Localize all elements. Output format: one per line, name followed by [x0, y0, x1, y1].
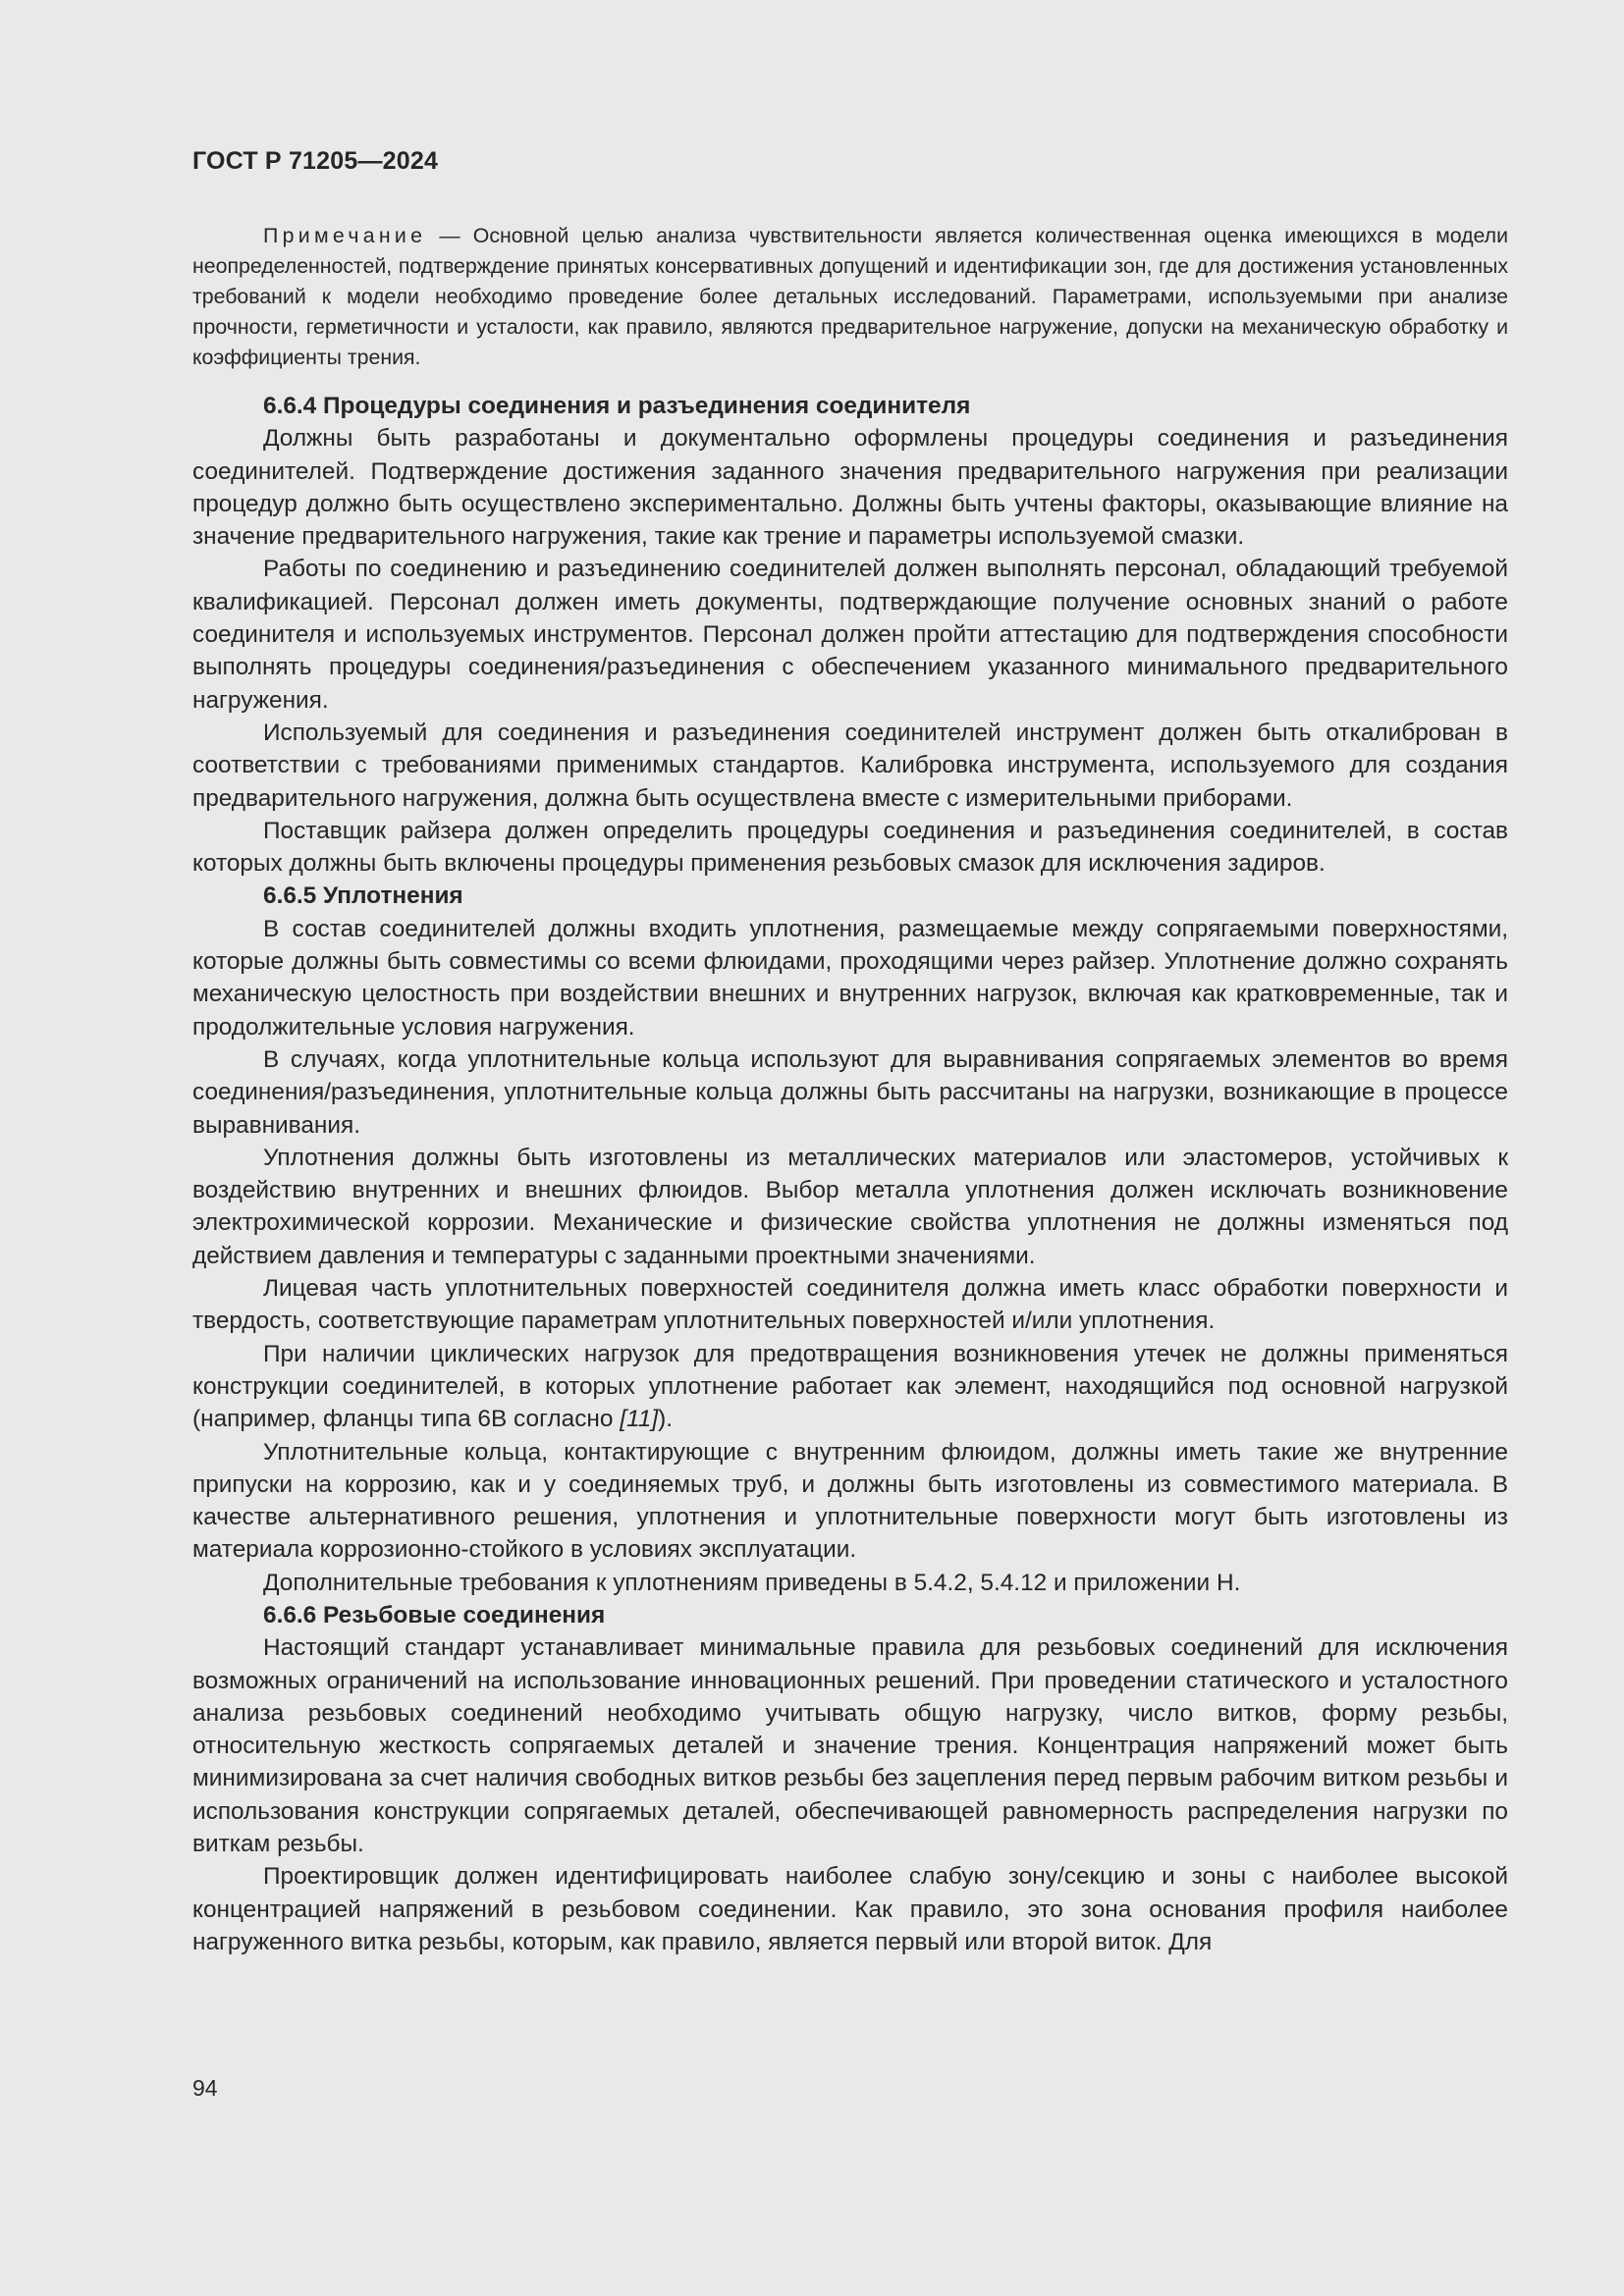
paragraph: Лицевая часть уплотнительных поверхностей соединителя должна иметь класс обработки поверхности и твердость, соответствующие параметрам уплотнительных поверхностей и/или уплотнения. [192, 1275, 1508, 1335]
section-heading-6-6-4: 6.6.4 Процедуры соединения и разъединения соединителя [263, 393, 971, 419]
paragraph: Используемый для соединения и разъединения соединителей инструмент должен быть откалиброван в соответствии с требованиями применимых стандартов. Калибровка инструмента, используемого для создания предварительного нагружения, должна быть осуществлена вместе с измерительными приборами. [192, 719, 1508, 812]
paragraph: Дополнительные требования к уплотнениям приведены в 5.4.2, 5.4.12 и приложении Н. [263, 1569, 1241, 1596]
bibliography-reference: [11] [620, 1406, 659, 1433]
document-body [192, 390, 1508, 1958]
paragraph: В случаях, когда уплотнительные кольца используют для выравнивания сопрягаемых элементов во время соединения/разъединения, уплотнительные кольца должны быть рассчитаны на нагрузки, возникающие в процессе выравнивания. [192, 1045, 1508, 1139]
page-number: 94 [192, 2075, 218, 2101]
paragraph: Должны быть разработаны и документально оформлены процедуры соединения и разъединения соединителей. Подтверждение достижения заданного значения предварительного нагружения при реализации процедур должно быть осуществлено экспериментально. Должны быть учтены факторы, оказывающие влияние на значение предварительного нагружения, такие как трение и параметры используемой смазки. [192, 425, 1508, 551]
paragraph-text: ). [658, 1406, 674, 1433]
document-header: ГОСТ Р 71205—2024 [192, 147, 439, 175]
note-text: — Основной целью анализа чувствительности является количественная оценка имеющихся в модели неопределенностей, подтверждение принятых консервативных допущений и идентификации зон, где для достижения установленных требований к модели необходимо проведение более детальных исследований. Параметрами, используемыми при анализе прочности, герметичности и усталости, как правило, являются предварительное нагружение, допуски на механическую обработку и коэффициенты трения. [192, 224, 1508, 369]
paragraph: Настоящий стандарт устанавливает минимальные правила для резьбовых соединений для исключения возможных ограничений на использование инновационных решений. При проведении статического и усталостного анализа резьбовых соединений необходимо учитывать общую нагрузку, число витков, форму резьбы, относительную жесткость сопрягаемых деталей и значение трения. Концентрация напряжений может быть минимизирована за счет наличия свободных витков резьбы без зацепления перед первым рабочим витком резьбы и использования конструкции сопрягаемых деталей, обеспечивающей равномерность распределения нагрузки по виткам резьбы. [192, 1634, 1508, 1858]
note-paragraph [192, 221, 1508, 373]
paragraph: Уплотнительные кольца, контактирующие с внутренним флюидом, должны иметь такие же внутренние припуски на коррозию, как и у соединяемых труб, и должны быть изготовлены из совместимого материала. В качестве альтернативного решения, уплотнения и уплотнительные поверхности могут быть изготовлены из материала коррозионно-стойкого в условиях эксплуатации. [192, 1438, 1508, 1564]
note-label: Примечание [263, 224, 427, 247]
paragraph: Работы по соединению и разъединению соединителей должен выполнять персонал, обладающий требуемой квалификацией. Персонал должен иметь документы, подтверждающие получение основных знаний о работе соединителя и используемых инструментов. Персонал должен пройти аттестацию для подтверждения способности выполнять процедуры соединения/разъединения с обеспечением указанного минимального предварительного нагружения. [192, 556, 1508, 714]
paragraph: В состав соединителей должны входить уплотнения, размещаемые между сопрягаемыми поверхностями, которые должны быть совместимы со всеми флюидами, проходящими через райзер. Уплотнение должно сохранять механическую целостность при воздействии внешних и внутренних нагрузок, включая как кратковременные, так и продолжительные условия нагружения. [192, 915, 1508, 1041]
paragraph: Поставщик райзера должен определить процедуры соединения и разъединения соединителей, в состав которых должны быть включены процедуры применения резьбовых смазок для исключения задиров. [192, 817, 1508, 878]
paragraph: Уплотнения должны быть изготовлены из металлических материалов или эластомеров, устойчивых к воздействию внутренних и внешних флюидов. Выбор металла уплотнения должен исключать возникновение электрохимической коррозии. Механические и физические свойства уплотнения не должны изменяться под действием давления и температуры с заданными проектными значениями. [192, 1144, 1508, 1269]
section-heading-6-6-5: 6.6.5 Уплотнения [263, 882, 463, 910]
section-heading-6-6-6: 6.6.6 Резьбовые соединения [263, 1601, 606, 1629]
paragraph [192, 1338, 1508, 1436]
paragraph: Проектировщик должен идентифицировать наиболее слабую зону/секцию и зоны с наиболее высокой концентрацией напряжений в резьбовом соединении. Как правило, это зона основания профиля наиболее нагруженного витка резьбы, которым, как правило, является первый или второй виток. Для [192, 1863, 1508, 1955]
paragraph-text: При наличии циклических нагрузок для предотвращения возникновения утечек не должны применяться конструкции соединителей, в которых уплотнение работает как элемент, находящийся под основной нагрузкой (например, фланцы типа 6В согласно [192, 1340, 1508, 1433]
